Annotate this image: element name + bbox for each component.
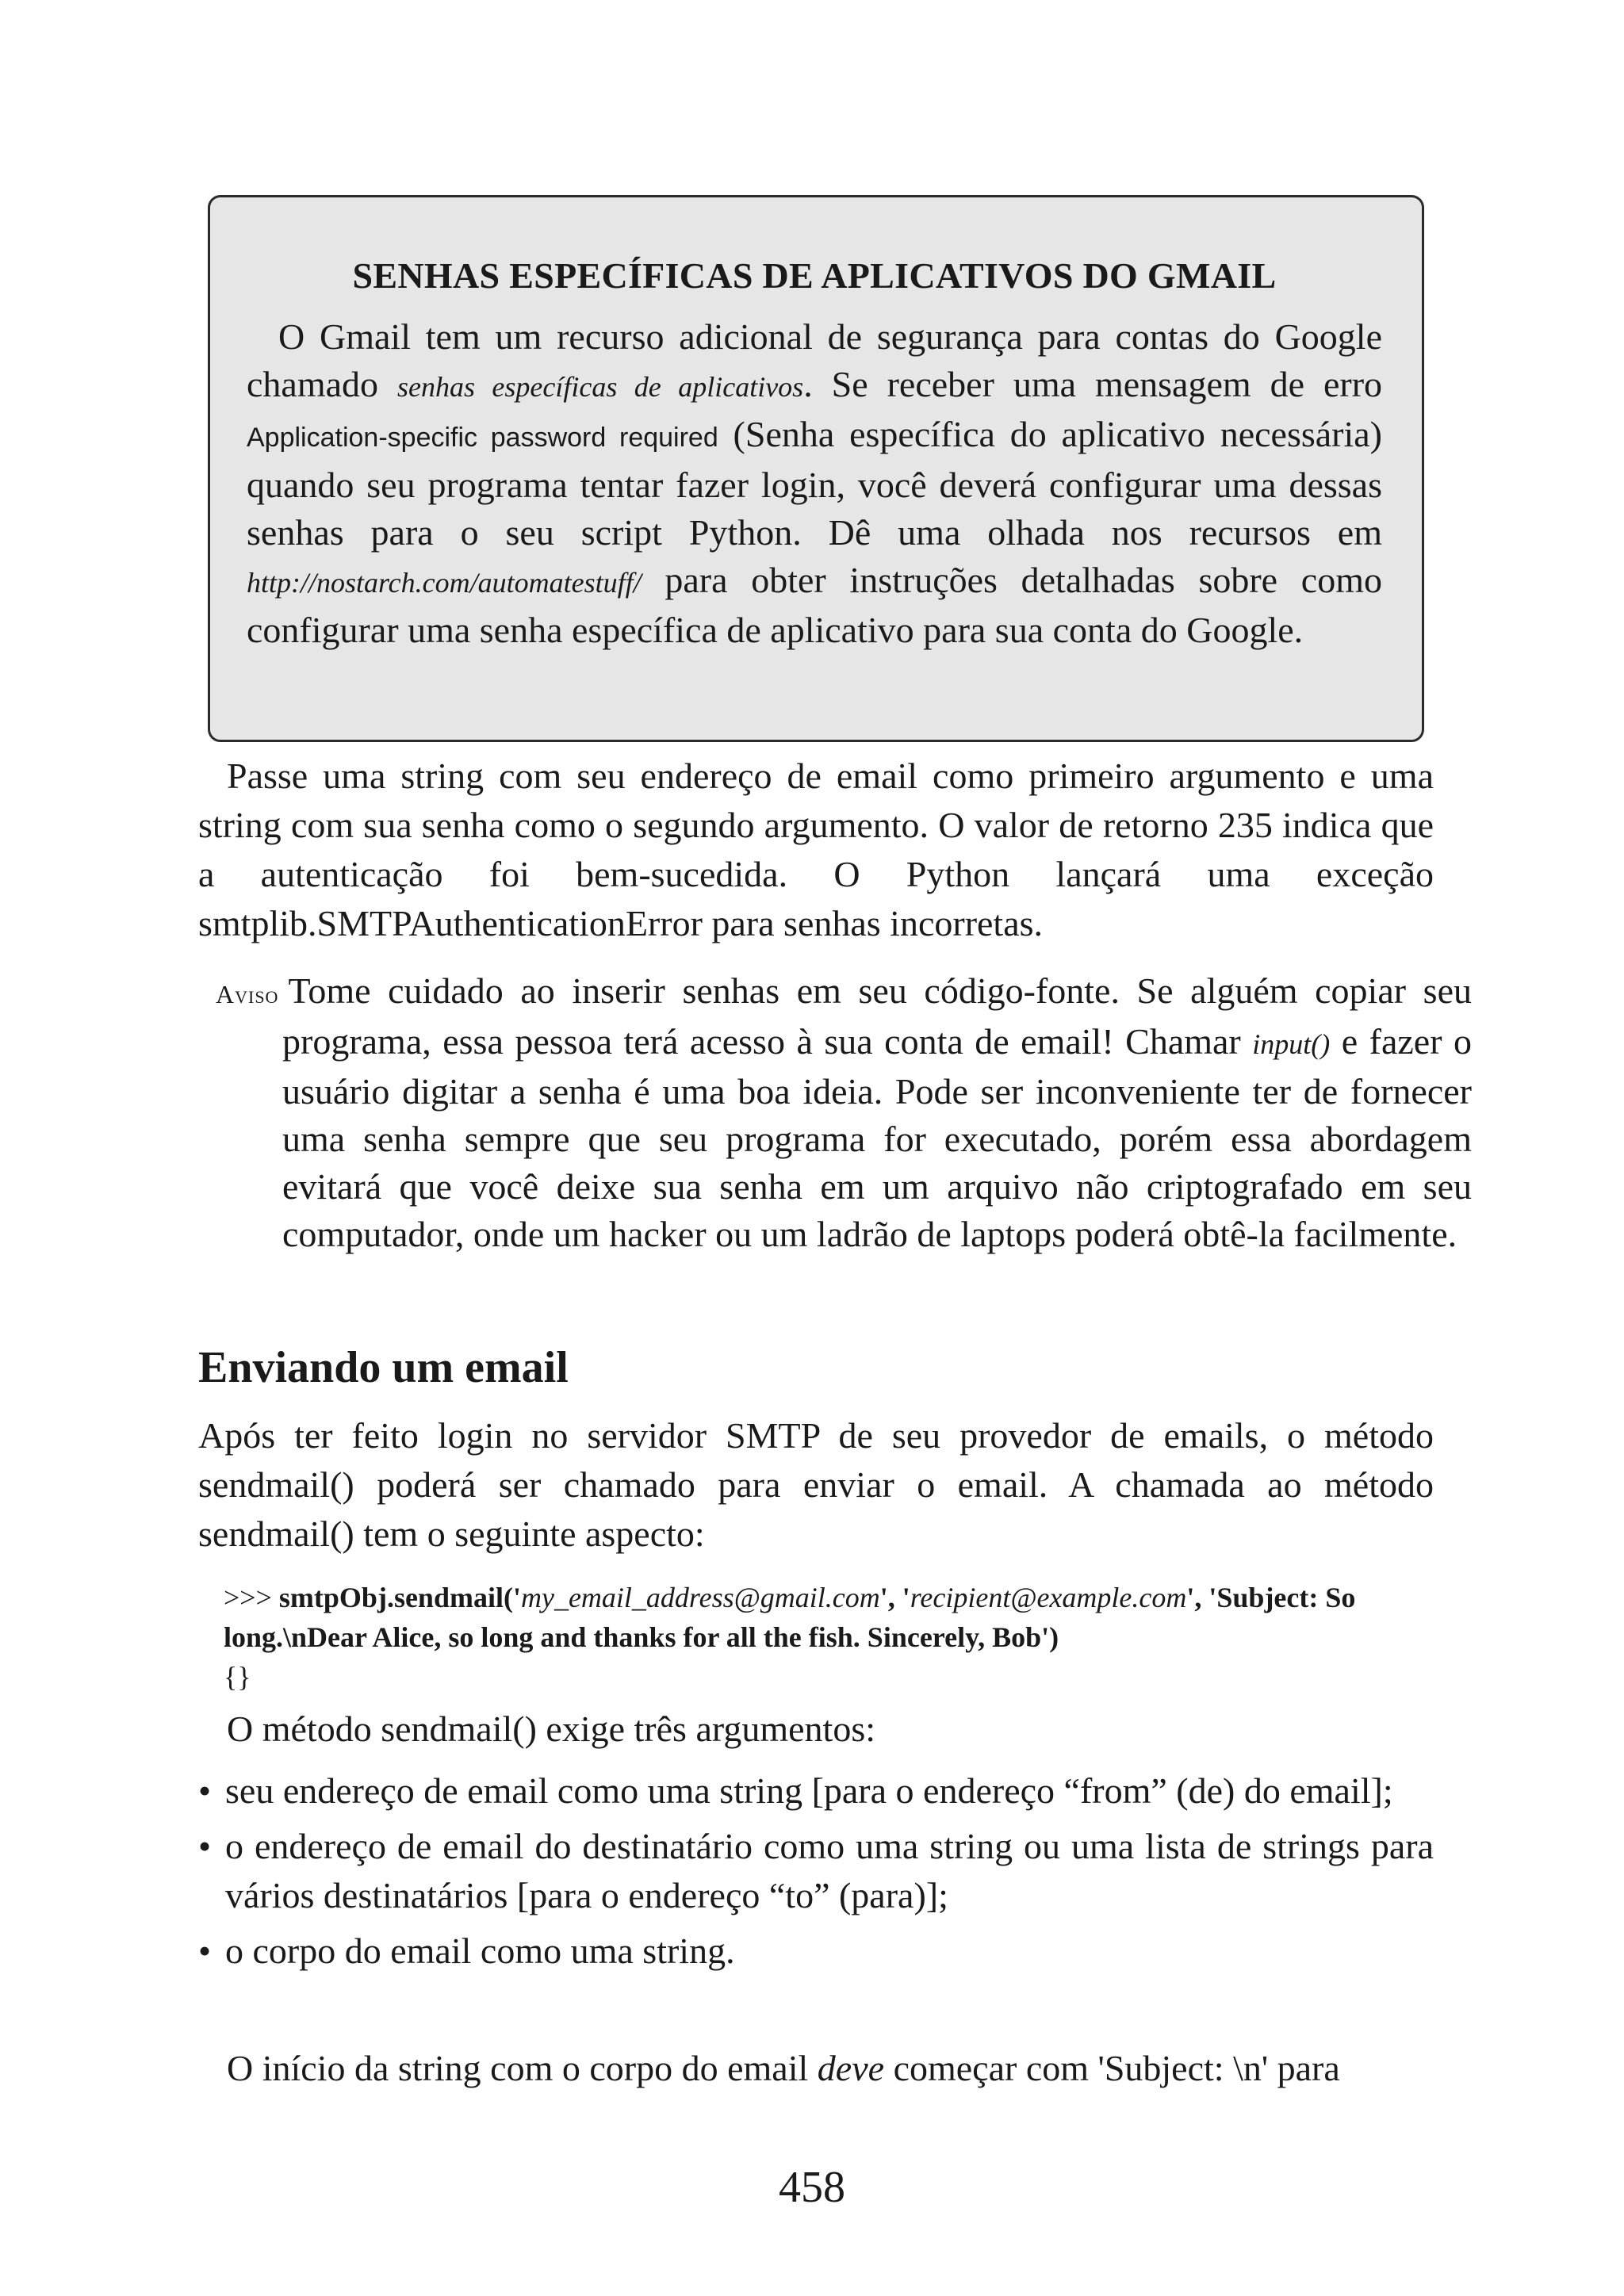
code-block bbox=[224, 1578, 1413, 1697]
resource-url: http://nostarch.com/automatestuff/ bbox=[247, 567, 642, 599]
sidebar-term: senhas específicas de aplicativos bbox=[396, 371, 804, 403]
list-item: • o endereço de email do destinatário como uma string ou uma lista de strings para vários destinatários [para o endereço “to” (para)]; bbox=[198, 1822, 1434, 1920]
emphasis: deve bbox=[817, 2048, 885, 2088]
list-item: • seu endereço de email como uma string [para o endereço “from” (de) do email]; bbox=[198, 1766, 1434, 1816]
paragraph-login-args: Passe uma string com seu endereço de email como primeiro argumento e uma string com sua senha como o segundo argumento. O valor de retorno 235 indica que a autenticação foi bem-sucedida. O Python lançará uma exceção smtplib.SMTPAuthenticationError para senhas incorretas. bbox=[198, 756, 1434, 943]
code-prompt: >>> bbox=[224, 1582, 279, 1613]
paragraph-arguments: O método sendmail() exige três argumentos: bbox=[227, 1709, 876, 1749]
sidebar-title: SENHAS ESPECÍFICAS DE APLICATIVOS DO GMAIL bbox=[352, 255, 1277, 296]
section-heading: Enviando um email bbox=[198, 1343, 569, 1392]
warning-label: Aviso bbox=[216, 980, 279, 1008]
code-call: smtpObj.sendmail(' bbox=[278, 1582, 521, 1613]
sidebar-text-part: (Senha específica do aplicativo necessária) quando seu programa tentar fazer login, você deverá configurar uma dessas senhas para o seu script Python. Dê uma olhada nos recursos em bbox=[247, 414, 1382, 553]
sidebar-text-part: O Gmail tem um recurso adicional de segurança para contas do Google chamado bbox=[247, 316, 1382, 404]
sidebar-text-part: para obter instruções detalhadas sobre como configurar uma senha específica de aplicativo para sua conta do Google. bbox=[247, 560, 1382, 650]
warning-text-part: e fazer o usuário digitar a senha é uma boa ideia. Pode ser inconveniente ter de fornecer uma senha sempre que seu programa for executado, porém essa abordagem evitará que você deixe sua senha em um arquivo não criptografado em seu computador, onde um hacker ou um ladrão de laptops poderá obtê-la facilmente. bbox=[282, 1021, 1472, 1254]
warning-text-part: Tome cuidado ao inserir senhas em seu código-fonte. Se alguém copiar seu programa, essa pessoa terá acesso à sua conta de email! Chamar bbox=[282, 970, 1472, 1062]
code-call-end: ', 'Subject: So long.\nDear Alice, so long and thanks for all the fish. Sincerely, Bob') bbox=[224, 1582, 1356, 1653]
paragraph-subject bbox=[198, 2044, 1434, 2093]
code-separator: ', ' bbox=[879, 1582, 910, 1613]
sidebar-text-part: . Se receber uma mensagem de erro bbox=[803, 364, 1383, 404]
warning-note bbox=[216, 967, 1472, 1258]
error-message: Application-specific password required bbox=[247, 423, 718, 453]
code-to-address: recipient@example.com bbox=[910, 1582, 1187, 1613]
code-output: {} bbox=[224, 1661, 251, 1693]
sidebar-box bbox=[208, 195, 1424, 742]
code-from-address: my_email_address@gmail.com bbox=[520, 1582, 880, 1613]
paragraph-text-part: começar com 'Subject: \n' para bbox=[884, 2048, 1340, 2088]
inline-code: input() bbox=[1252, 1028, 1331, 1060]
paragraph-text-part: O início da string com o corpo do email bbox=[227, 2048, 818, 2088]
list-item: • o corpo do email como uma string. bbox=[198, 1927, 1434, 1976]
sidebar-text bbox=[247, 313, 1382, 654]
code-line bbox=[224, 1578, 1413, 1657]
paragraph-sendmail-intro: Após ter feito login no servidor SMTP de seu provedor de emails, o método sendmail() poderá ser chamado para enviar o email. A chamada ao método sendmail() tem o seguinte aspecto: bbox=[198, 1415, 1434, 1554]
argument-list bbox=[198, 1766, 1434, 1982]
page-number: 458 bbox=[779, 2163, 845, 2212]
